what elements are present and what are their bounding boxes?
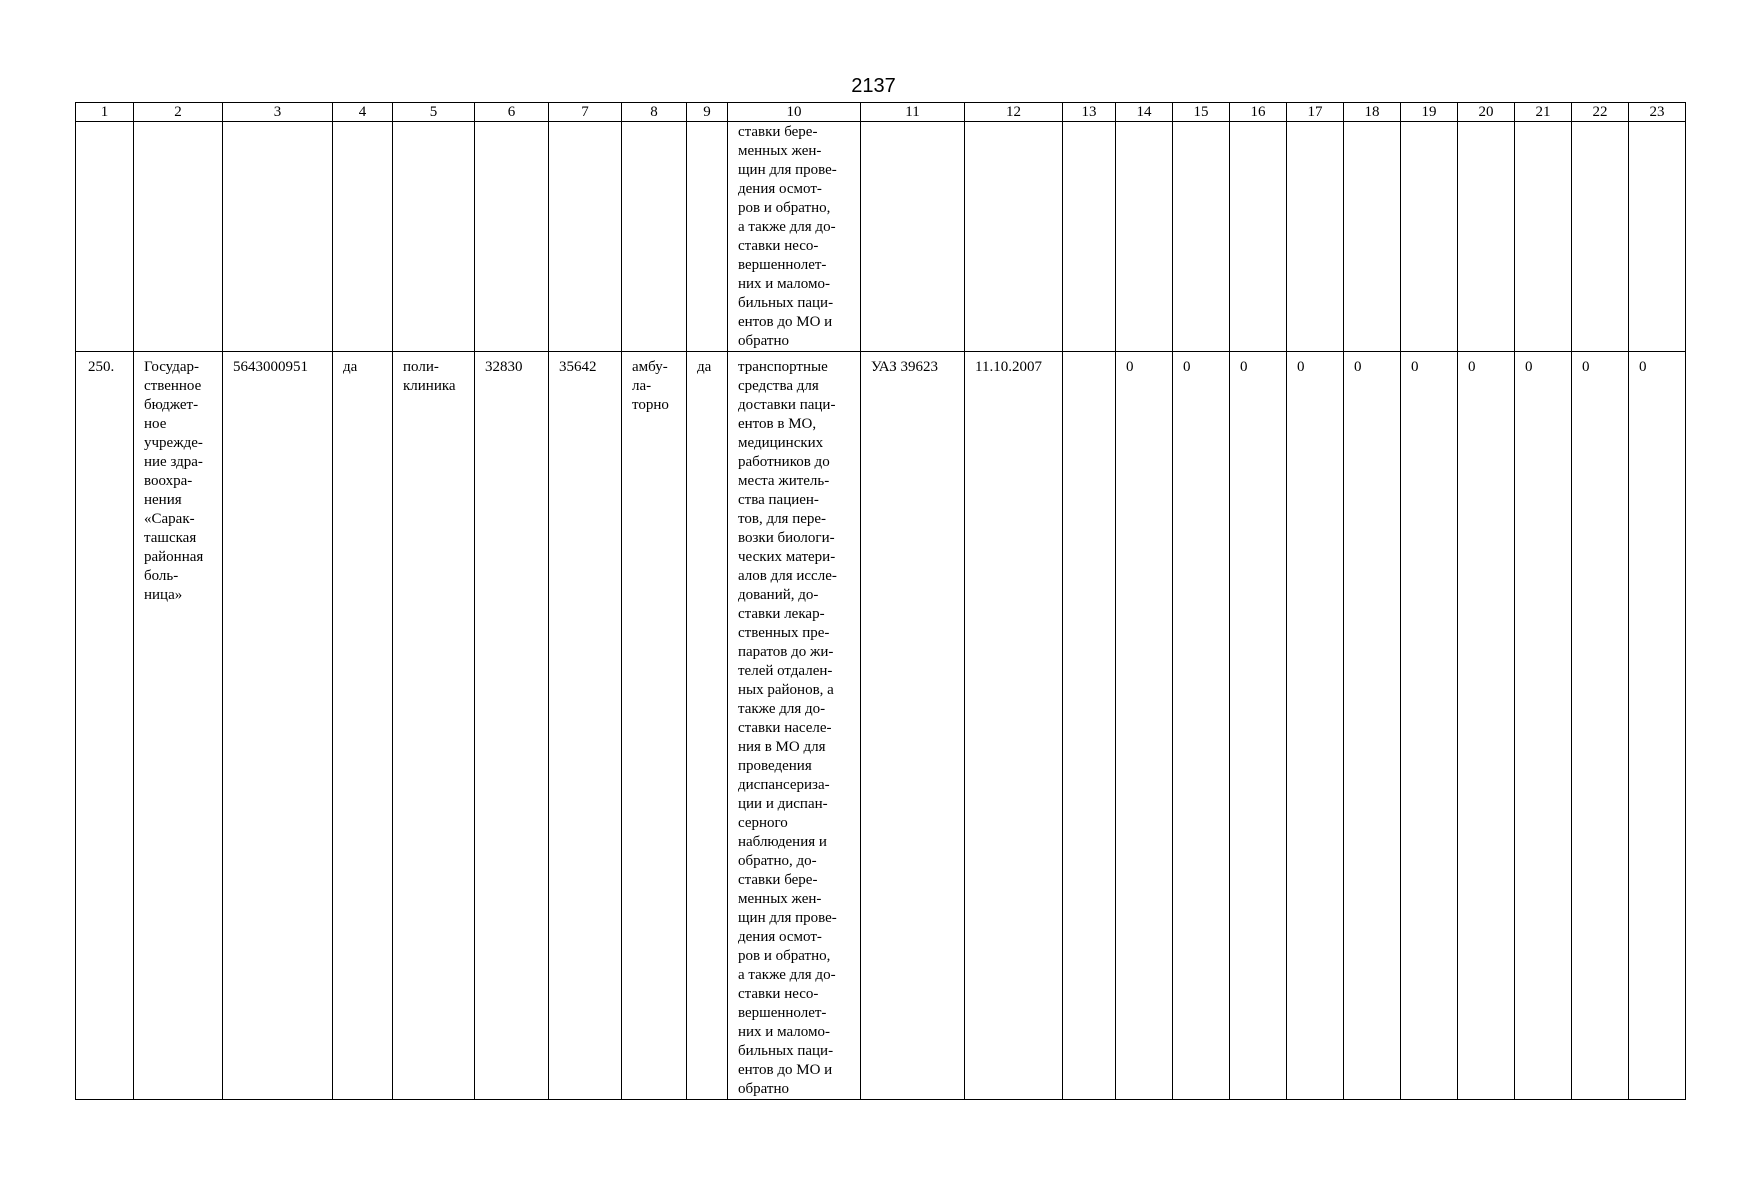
- cell-text: [134, 122, 222, 123]
- table-cell-col-15: [1173, 352, 1230, 1100]
- table-cell-col-8: [622, 122, 687, 352]
- cell-text: ставки бере- менных жен- щин для прове- дения осмот- ров и обратно, а также для до- ставки несо- вершеннолет- них и маломо- бильных паци- ентов до МО и обратно: [738, 124, 837, 349]
- table-body: [76, 122, 1686, 1100]
- cell-text: амбу- ла- торно: [632, 359, 669, 413]
- column-number-6: 6: [475, 103, 549, 122]
- table-cell-col-1: [76, 122, 134, 352]
- cell-text: [687, 122, 727, 123]
- column-number-9: 9: [687, 103, 728, 122]
- cell-text: 0: [1183, 359, 1191, 375]
- cell-text: [1173, 122, 1229, 123]
- cell-text: 0: [1354, 359, 1362, 375]
- cell-text: [475, 122, 548, 123]
- column-number-12: 12: [965, 103, 1063, 122]
- table-cell-col-21: [1515, 352, 1572, 1100]
- cell-text: [1116, 122, 1172, 123]
- cell-text: [1458, 122, 1514, 123]
- cell-text: [1287, 122, 1343, 123]
- table-cell-col-3: [223, 352, 333, 1100]
- column-number-10: 10: [728, 103, 861, 122]
- table-row-continuation: [76, 122, 1686, 352]
- column-number-18: 18: [1344, 103, 1401, 122]
- cell-text: 32830: [485, 359, 523, 375]
- column-number-7: 7: [549, 103, 622, 122]
- column-number-17: 17: [1287, 103, 1344, 122]
- table-cell-col-12: [965, 122, 1063, 352]
- table-cell-col-18: [1344, 122, 1401, 352]
- cell-text: 0: [1411, 359, 1419, 375]
- table-cell-col-14: [1116, 352, 1173, 1100]
- column-number-16: 16: [1230, 103, 1287, 122]
- table-cell-col-20: [1458, 122, 1515, 352]
- header-row: [76, 103, 1686, 122]
- table-cell-col-7: [549, 352, 622, 1100]
- column-number-21: 21: [1515, 103, 1572, 122]
- cell-text: [1629, 122, 1685, 123]
- table-cell-col-3: [223, 122, 333, 352]
- cell-text: [1515, 122, 1571, 123]
- table-cell-col-18: [1344, 352, 1401, 1100]
- cell-text: УАЗ 39623: [871, 359, 938, 375]
- table-cell-col-23: [1629, 122, 1686, 352]
- column-number-19: 19: [1401, 103, 1458, 122]
- cell-text: 0: [1525, 359, 1533, 375]
- column-number-15: 15: [1173, 103, 1230, 122]
- cell-text: 11.10.2007: [975, 359, 1042, 375]
- table-cell-col-11: [861, 352, 965, 1100]
- table-cell-col-10: [728, 352, 861, 1100]
- cell-text: транспортные средства для доставки паци- ентов в МО, медицинских работников до места житель- ства пациен- тов, для пере- возки биологи- ческих матери- алов для иссле- дований, до- ставки лекар- ственных пре- паратов до жи- телей отдален- ных районов, а также для до- ставки населе- ния в МО для проведения диспансериза- ции и диспан- серного наблюдения и обратно, до- ставки бере- менных жен- щин для прове- дения осмот- ров и обратно, а также для до- ставки несо- вершеннолет- них и маломо- бильных паци- ентов до МО и обратно: [738, 359, 837, 1097]
- column-number-header: [76, 103, 1686, 122]
- cell-text: [1344, 122, 1400, 123]
- table-cell-col-11: [861, 122, 965, 352]
- column-number-22: 22: [1572, 103, 1629, 122]
- column-number-23: 23: [1629, 103, 1686, 122]
- column-number-20: 20: [1458, 103, 1515, 122]
- table-cell-col-10: [728, 122, 861, 352]
- table-cell-col-20: [1458, 352, 1515, 1100]
- table-cell-col-2: [134, 352, 223, 1100]
- cell-text: [1572, 122, 1628, 123]
- cell-text: Государ- ственное бюджет- ное учрежде- ние здра- воохра- нения «Сарак- ташская районная боль- ница»: [144, 359, 204, 603]
- cell-text: [223, 122, 332, 123]
- column-number-5: 5: [393, 103, 475, 122]
- table-cell-col-4: [333, 352, 393, 1100]
- table-cell-col-13: [1063, 122, 1116, 352]
- cell-text: [1063, 352, 1115, 358]
- table-cell-col-9: [687, 122, 728, 352]
- column-number-11: 11: [861, 103, 965, 122]
- cell-text: 250.: [88, 359, 115, 375]
- cell-text: [965, 122, 1062, 123]
- cell-text: [622, 122, 686, 123]
- table-cell-col-19: [1401, 122, 1458, 352]
- cell-text: [549, 122, 621, 123]
- table-cell-col-22: [1572, 122, 1629, 352]
- cell-text: 0: [1582, 359, 1590, 375]
- table-cell-col-6: [475, 352, 549, 1100]
- table-cell-col-17: [1287, 352, 1344, 1100]
- cell-text: [861, 122, 964, 123]
- cell-text: 0: [1468, 359, 1476, 375]
- table-cell-col-5: [393, 352, 475, 1100]
- table-cell-col-9: [687, 352, 728, 1100]
- table-cell-col-5: [393, 122, 475, 352]
- table-cell-col-4: [333, 122, 393, 352]
- table-cell-col-22: [1572, 352, 1629, 1100]
- table-cell-col-14: [1116, 122, 1173, 352]
- table-cell-col-23: [1629, 352, 1686, 1100]
- register-table: [75, 102, 1686, 1100]
- cell-text: 0: [1639, 359, 1647, 375]
- table-cell-col-2: [134, 122, 223, 352]
- cell-text: [393, 122, 474, 123]
- column-number-3: 3: [223, 103, 333, 122]
- cell-text: 0: [1240, 359, 1248, 375]
- table-cell-col-19: [1401, 352, 1458, 1100]
- table-cell-col-15: [1173, 122, 1230, 352]
- cell-text: [1230, 122, 1286, 123]
- cell-text: да: [697, 359, 712, 375]
- table-cell-col-8: [622, 352, 687, 1100]
- table-cell-col-16: [1230, 352, 1287, 1100]
- cell-text: [76, 122, 133, 123]
- table-cell-col-13: [1063, 352, 1116, 1100]
- table-cell-col-1: [76, 352, 134, 1100]
- column-number-1: 1: [76, 103, 134, 122]
- cell-text: поли- клиника: [403, 359, 456, 394]
- table-cell-col-7: [549, 122, 622, 352]
- column-number-13: 13: [1063, 103, 1116, 122]
- cell-text: [1401, 122, 1457, 123]
- cell-text: да: [343, 359, 358, 375]
- cell-text: 35642: [559, 359, 597, 375]
- table-row: [76, 352, 1686, 1100]
- table-cell-col-17: [1287, 122, 1344, 352]
- cell-text: 0: [1297, 359, 1305, 375]
- table-cell-col-16: [1230, 122, 1287, 352]
- table-cell-col-6: [475, 122, 549, 352]
- cell-text: 5643000951: [233, 359, 308, 375]
- cell-text: [1063, 122, 1115, 123]
- cell-text: 0: [1126, 359, 1134, 375]
- cell-text: [333, 122, 392, 123]
- column-number-2: 2: [134, 103, 223, 122]
- page-number: 2137: [851, 75, 896, 97]
- table-cell-col-12: [965, 352, 1063, 1100]
- column-number-14: 14: [1116, 103, 1173, 122]
- table-cell-col-21: [1515, 122, 1572, 352]
- column-number-4: 4: [333, 103, 393, 122]
- column-number-8: 8: [622, 103, 687, 122]
